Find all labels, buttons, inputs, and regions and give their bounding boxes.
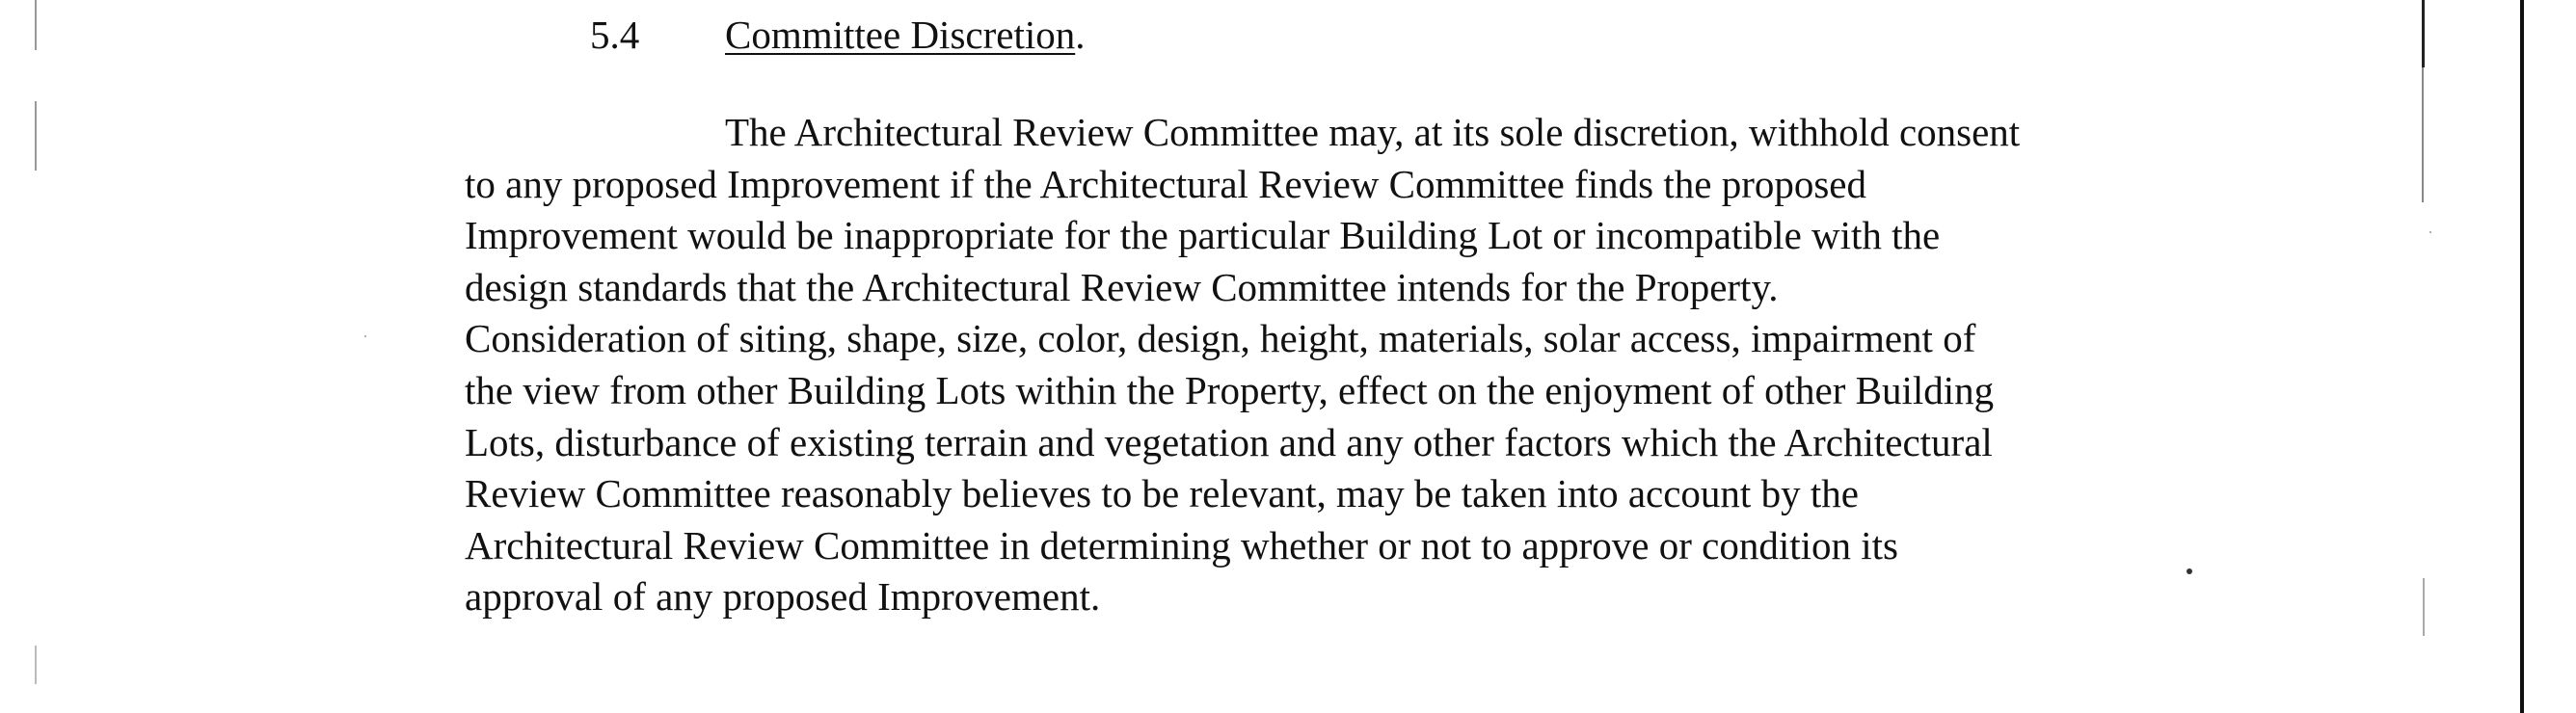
paragraph-line: approval of any proposed Improvement. xyxy=(465,574,1101,620)
paragraph-line: to any proposed Improvement if the Architectural Review Committee finds the proposed xyxy=(465,161,1866,206)
paragraph-line: Architectural Review Committee in determining whether or not to approve or condition its xyxy=(465,522,1899,568)
left-edge-mark xyxy=(35,0,37,50)
left-edge-mark xyxy=(35,101,37,171)
left-edge-mark xyxy=(35,646,37,684)
right-edge-mark xyxy=(2422,0,2425,67)
right-edge-mark xyxy=(2422,67,2424,202)
scan-speck xyxy=(364,335,366,337)
paragraph-line: Lots, disturbance of existing terrain and vegetation and any other factors which the Architectural xyxy=(465,419,1993,464)
right-edge-mark xyxy=(2423,578,2425,636)
paragraph-line: Improvement would be inappropriate for the particular Building Lot or incompatible with the xyxy=(465,213,1941,258)
page-border-line xyxy=(2520,0,2524,713)
section-title: Committee Discretion xyxy=(725,13,1076,57)
paragraph-line: the view from other Building Lots within the Property, effect on the enjoyment of other Building xyxy=(465,367,1995,412)
body-paragraph xyxy=(465,107,2200,623)
section-heading xyxy=(590,10,1085,60)
scan-speck xyxy=(2429,231,2431,233)
paragraph-line: design standards that the Architectural Review Committee intends for the Property. xyxy=(465,264,1779,309)
paragraph-line: The Architectural Review Committee may, at its sole discretion, withhold consent xyxy=(725,110,2021,154)
section-number: 5.4 xyxy=(590,13,640,57)
paragraph-line: Consideration of siting, shape, size, color, design, height, materials, solar access, impairment of xyxy=(465,316,1976,361)
paragraph-line: Review Committee reasonably believes to be relevant, may be taken into account by the xyxy=(465,471,1859,516)
section-title-suffix: . xyxy=(1075,13,1086,57)
